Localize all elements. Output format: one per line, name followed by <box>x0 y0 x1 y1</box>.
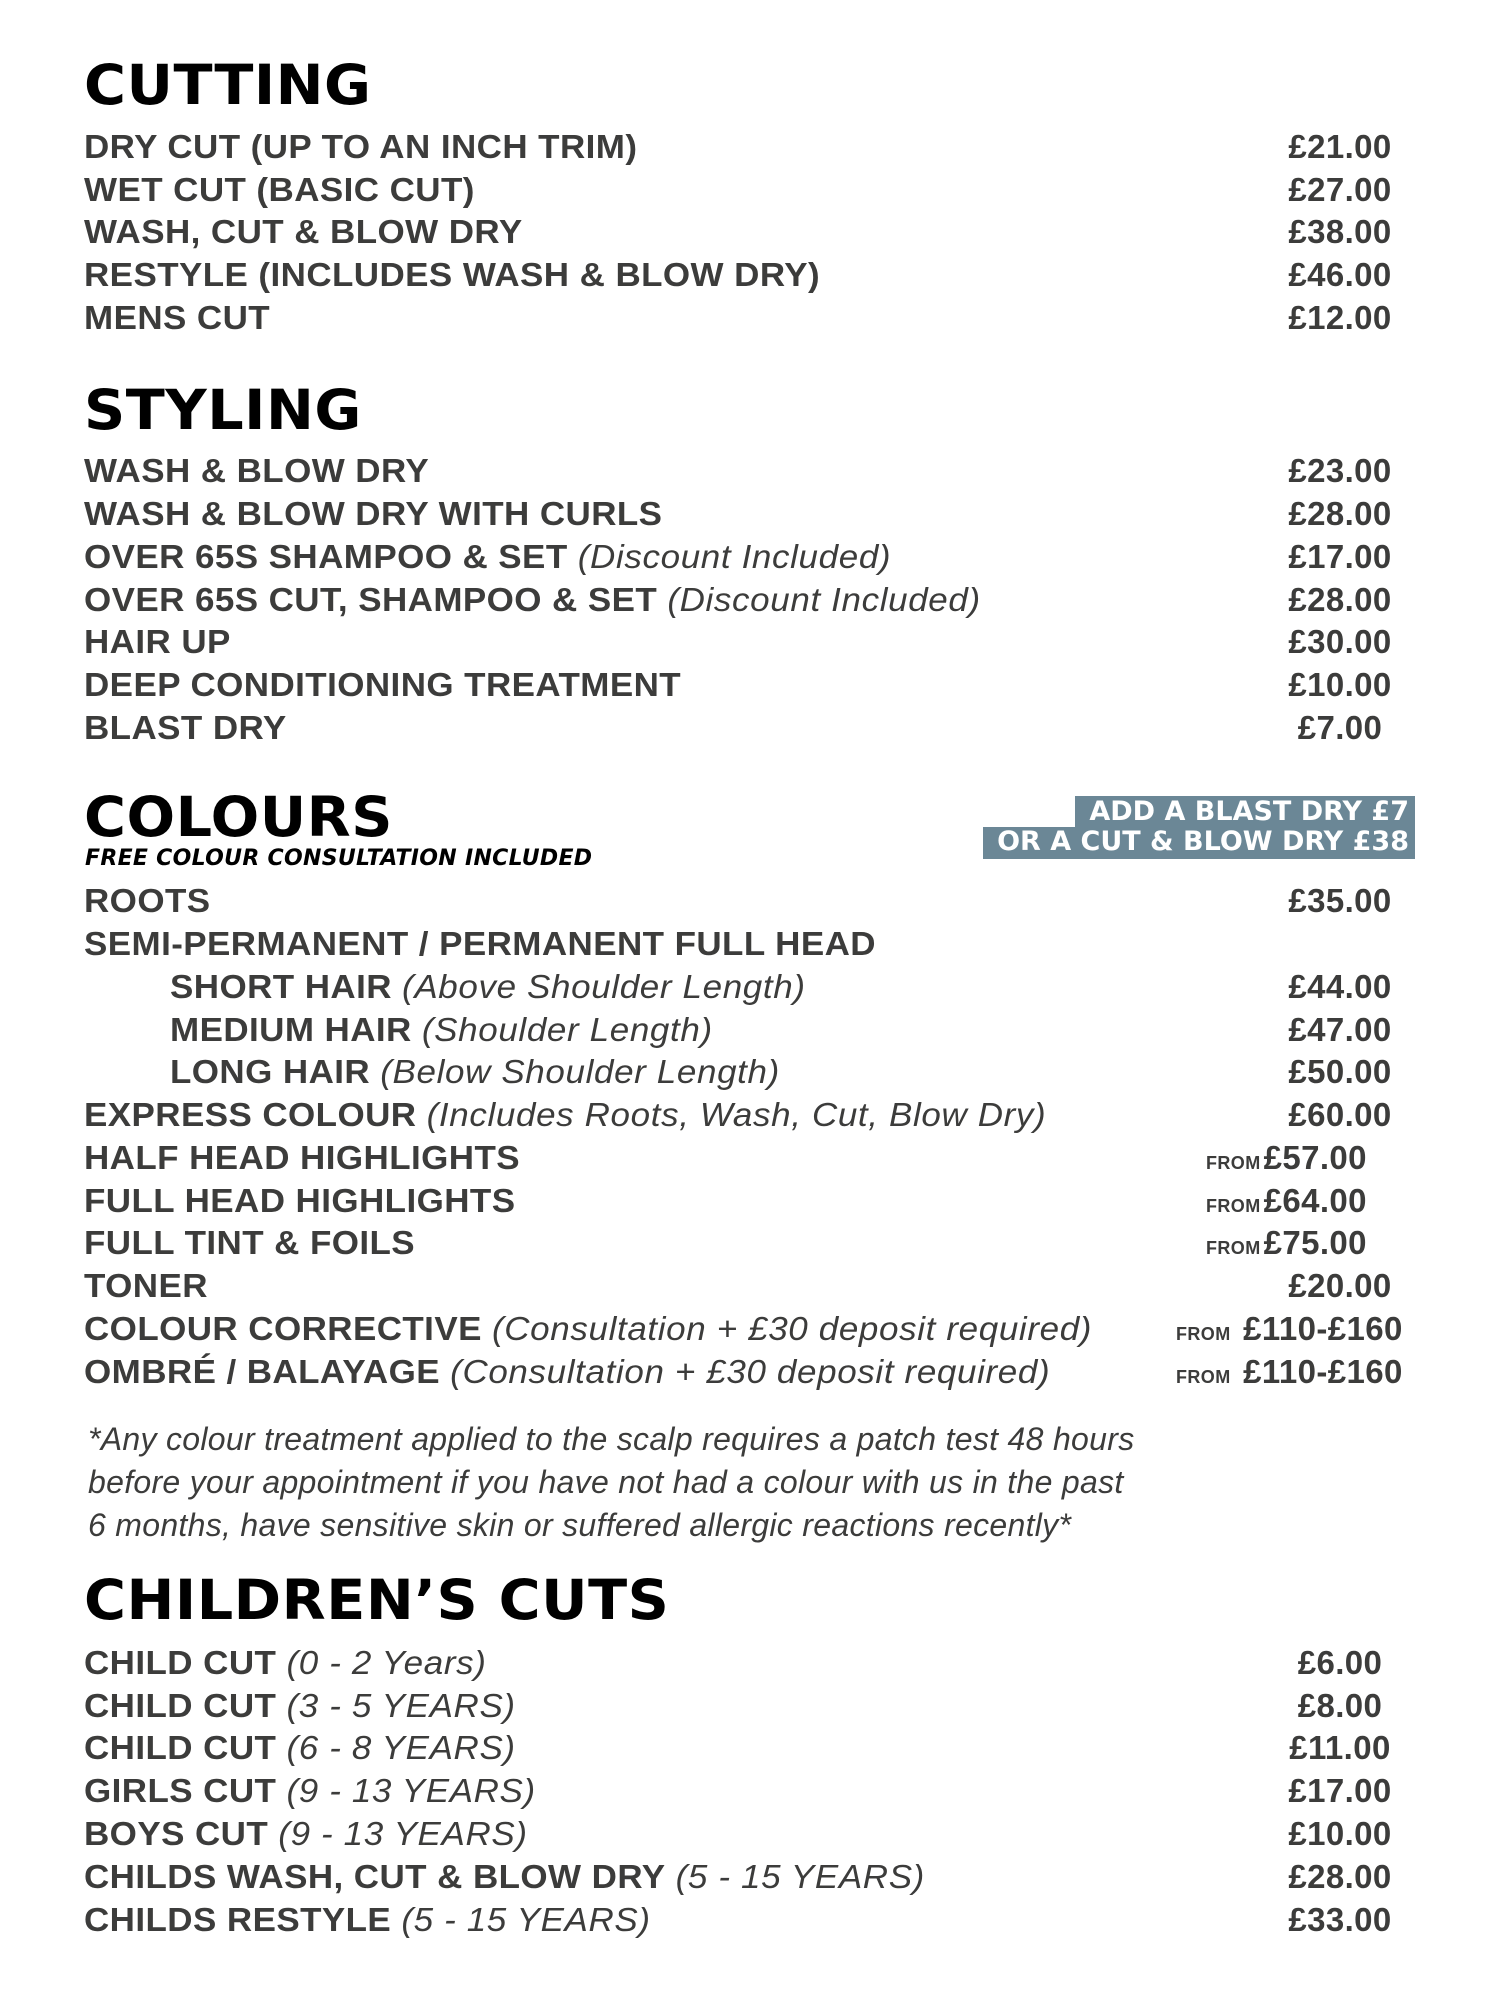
service-name <box>84 1226 415 1259</box>
service-price <box>1206 1141 1446 1174</box>
service-note: (5 - 15 YEARS) <box>675 1858 925 1895</box>
disclaimer-line: 6 months, have sensitive skin or suffered allergic reactions recently* <box>88 1507 1072 1543</box>
service-note: (Consultation + £30 deposit required) <box>491 1310 1093 1347</box>
service-label: WET CUT (BASIC CUT) <box>84 171 475 208</box>
service-label: OVER 65S SHAMPOO & SET <box>84 538 568 575</box>
service-label: CHILDS WASH, CUT & BLOW DRY <box>84 1858 666 1895</box>
service-name <box>84 301 270 334</box>
service-price: £50.00 <box>1288 1053 1392 1090</box>
price-row <box>84 1131 1502 1174</box>
price-row <box>84 163 1502 206</box>
price-row <box>84 1764 1502 1807</box>
service-price: £8.00 <box>1297 1687 1383 1724</box>
service-name <box>84 1141 520 1174</box>
service-note: (Discount Included) <box>577 538 892 575</box>
service-note: (9 - 13 YEARS) <box>286 1772 536 1809</box>
service-name <box>84 927 876 960</box>
price-row <box>84 874 1502 917</box>
price-row <box>84 205 1502 248</box>
section-title-colours: COLOURS <box>84 785 393 849</box>
price-value: £57.00 <box>1263 1139 1367 1176</box>
service-name <box>84 1860 925 1893</box>
price-row <box>84 701 1502 744</box>
price-row <box>84 1088 1502 1131</box>
price-row <box>84 291 1502 334</box>
service-price: £23.00 <box>1288 452 1392 489</box>
service-name <box>84 1731 516 1764</box>
section-title-childrens-cuts: CHILDREN’S CUTS <box>84 1568 670 1632</box>
service-label: TONER <box>84 1267 208 1304</box>
from-label: FROM <box>1206 1196 1261 1216</box>
service-name <box>84 1646 487 1679</box>
service-price: £38.00 <box>1288 213 1392 250</box>
service-price <box>1176 1312 1436 1345</box>
service-price: £27.00 <box>1288 171 1392 208</box>
disclaimer-line: *Any colour treatment applied to the scalp requires a patch test 48 hours <box>88 1421 1135 1457</box>
service-name <box>84 258 820 291</box>
price-row <box>84 1302 1502 1345</box>
service-price: £30.00 <box>1288 623 1392 660</box>
patch-test-disclaimer <box>88 1418 1468 1547</box>
service-label: CHILD CUT <box>84 1687 277 1724</box>
service-name <box>84 583 981 616</box>
service-name <box>84 1355 1050 1388</box>
price-row <box>84 573 1502 616</box>
service-price: £28.00 <box>1288 495 1392 532</box>
service-label: DRY CUT (UP TO AN INCH TRIM) <box>84 128 638 165</box>
service-name <box>84 454 429 487</box>
service-label: CHILD CUT <box>84 1729 277 1766</box>
price-row <box>84 1045 1502 1088</box>
service-label: OMBRÉ / BALAYAGE <box>84 1353 441 1390</box>
service-name <box>84 215 523 248</box>
price-row <box>84 1807 1502 1850</box>
service-price <box>1206 1184 1446 1217</box>
service-label: SEMI-PERMANENT / PERMANENT FULL HEAD <box>84 925 876 962</box>
price-row <box>84 1850 1502 1893</box>
from-label: FROM <box>1206 1238 1261 1258</box>
price-row <box>84 615 1502 658</box>
service-price: £44.00 <box>1288 968 1392 1005</box>
service-label: CHILDS RESTYLE <box>84 1901 392 1938</box>
service-label: CHILD CUT <box>84 1644 277 1681</box>
service-note: (3 - 5 YEARS) <box>286 1687 516 1724</box>
price-value: £64.00 <box>1263 1182 1367 1219</box>
service-label: WASH, CUT & BLOW DRY <box>84 213 523 250</box>
service-note: (Below Shoulder Length) <box>380 1053 780 1090</box>
service-label: FULL HEAD HIGHLIGHTS <box>84 1182 516 1219</box>
service-price <box>1206 1226 1446 1259</box>
service-price: £10.00 <box>1288 1815 1392 1852</box>
service-label: BLAST DRY <box>84 709 287 746</box>
from-label: FROM <box>1206 1153 1261 1173</box>
service-price: £28.00 <box>1288 581 1392 618</box>
service-label: ROOTS <box>84 882 211 919</box>
price-row <box>84 960 1502 1003</box>
price-row <box>84 1636 1502 1679</box>
service-label: MEDIUM HAIR <box>170 1011 412 1048</box>
from-label: FROM <box>1176 1367 1231 1387</box>
service-name <box>84 711 287 744</box>
service-name <box>84 497 662 530</box>
service-price: £47.00 <box>1288 1011 1392 1048</box>
service-label: BOYS CUT <box>84 1815 269 1852</box>
service-price: £7.00 <box>1297 709 1383 746</box>
service-name <box>84 540 891 573</box>
service-label: WASH & BLOW DRY <box>84 452 430 489</box>
price-row <box>84 1345 1502 1388</box>
service-note: (Shoulder Length) <box>421 1011 713 1048</box>
service-price: £33.00 <box>1288 1901 1392 1938</box>
service-name <box>84 1269 208 1302</box>
service-price <box>1176 1355 1436 1388</box>
price-row <box>84 487 1502 530</box>
price-row <box>84 1216 1502 1259</box>
service-name <box>84 625 231 658</box>
price-value: £110-£160 <box>1243 1353 1403 1390</box>
service-name <box>84 1312 1092 1345</box>
service-price: £11.00 <box>1289 1729 1391 1766</box>
price-row <box>84 1003 1502 1046</box>
service-name <box>84 668 681 701</box>
price-row <box>84 1893 1502 1936</box>
service-label: FULL TINT & FOILS <box>84 1224 416 1261</box>
service-label: HAIR UP <box>84 623 231 660</box>
add-on-banner <box>983 796 1415 859</box>
service-note: (Consultation + £30 deposit required) <box>450 1353 1051 1390</box>
service-label: OVER 65S CUT, SHAMPOO & SET <box>84 581 658 618</box>
section-subtitle: FREE COLOUR CONSULTATION INCLUDED <box>85 846 593 871</box>
service-label: HALF HEAD HIGHLIGHTS <box>84 1139 521 1176</box>
service-name <box>84 1184 515 1217</box>
service-price: £17.00 <box>1288 1772 1392 1809</box>
price-row <box>84 248 1502 291</box>
service-note: (Includes Roots, Wash, Cut, Blow Dry) <box>426 1096 1047 1133</box>
service-note: (Above Shoulder Length) <box>402 968 806 1005</box>
service-note: (9 - 13 YEARS) <box>278 1815 528 1852</box>
service-price: £46.00 <box>1288 256 1392 293</box>
service-label: SHORT HAIR <box>170 968 392 1005</box>
service-price: £28.00 <box>1288 1858 1392 1895</box>
price-value: £110-£160 <box>1243 1310 1403 1347</box>
service-label: DEEP CONDITIONING TREATMENT <box>84 666 682 703</box>
service-name <box>84 1689 516 1722</box>
disclaimer-line: before your appointment if you have not had a colour with us in the past <box>88 1464 1124 1500</box>
service-name <box>170 1013 713 1046</box>
service-name <box>84 130 637 163</box>
price-row <box>84 1721 1502 1764</box>
service-label: LONG HAIR <box>170 1053 371 1090</box>
service-price: £6.00 <box>1297 1644 1383 1681</box>
service-label: EXPRESS COLOUR <box>84 1096 417 1133</box>
service-note: (0 - 2 Years) <box>286 1644 487 1681</box>
from-label: FROM <box>1176 1324 1231 1344</box>
service-name <box>84 884 211 917</box>
service-price: £21.00 <box>1288 128 1392 165</box>
service-price: £20.00 <box>1288 1267 1392 1304</box>
service-name <box>84 1774 536 1807</box>
section-title-styling: STYLING <box>84 378 362 442</box>
price-row <box>84 917 1502 960</box>
price-row <box>84 530 1502 573</box>
service-name <box>170 970 806 1003</box>
price-row <box>84 658 1502 701</box>
price-row <box>84 1259 1502 1302</box>
service-name <box>84 1098 1046 1131</box>
price-row <box>84 1174 1502 1217</box>
price-value: £75.00 <box>1263 1224 1367 1261</box>
price-row <box>84 120 1502 163</box>
service-price: £12.00 <box>1288 299 1392 336</box>
service-label: MENS CUT <box>84 299 271 336</box>
service-label: COLOUR CORRECTIVE <box>84 1310 482 1347</box>
service-name <box>84 1903 651 1936</box>
service-price: £17.00 <box>1288 538 1392 575</box>
price-row <box>84 1679 1502 1722</box>
service-label: RESTYLE (INCLUDES WASH & BLOW DRY) <box>84 256 821 293</box>
banner-line: ADD A BLAST DRY £7 <box>1075 796 1415 827</box>
service-note: (Discount Included) <box>667 581 981 618</box>
service-price: £10.00 <box>1288 666 1392 703</box>
banner-line: OR A CUT & BLOW DRY £38 <box>983 827 1415 859</box>
service-label: GIRLS CUT <box>84 1772 277 1809</box>
service-note: (5 - 15 YEARS) <box>401 1901 651 1938</box>
section-title-cutting: CUTTING <box>84 53 372 117</box>
service-name <box>84 173 475 206</box>
service-price: £35.00 <box>1288 882 1392 919</box>
service-note: (6 - 8 YEARS) <box>286 1729 516 1766</box>
price-row <box>84 444 1502 487</box>
service-name <box>84 1817 528 1850</box>
service-price: £60.00 <box>1288 1096 1392 1133</box>
service-name <box>170 1055 780 1088</box>
service-label: WASH & BLOW DRY WITH CURLS <box>84 495 663 532</box>
